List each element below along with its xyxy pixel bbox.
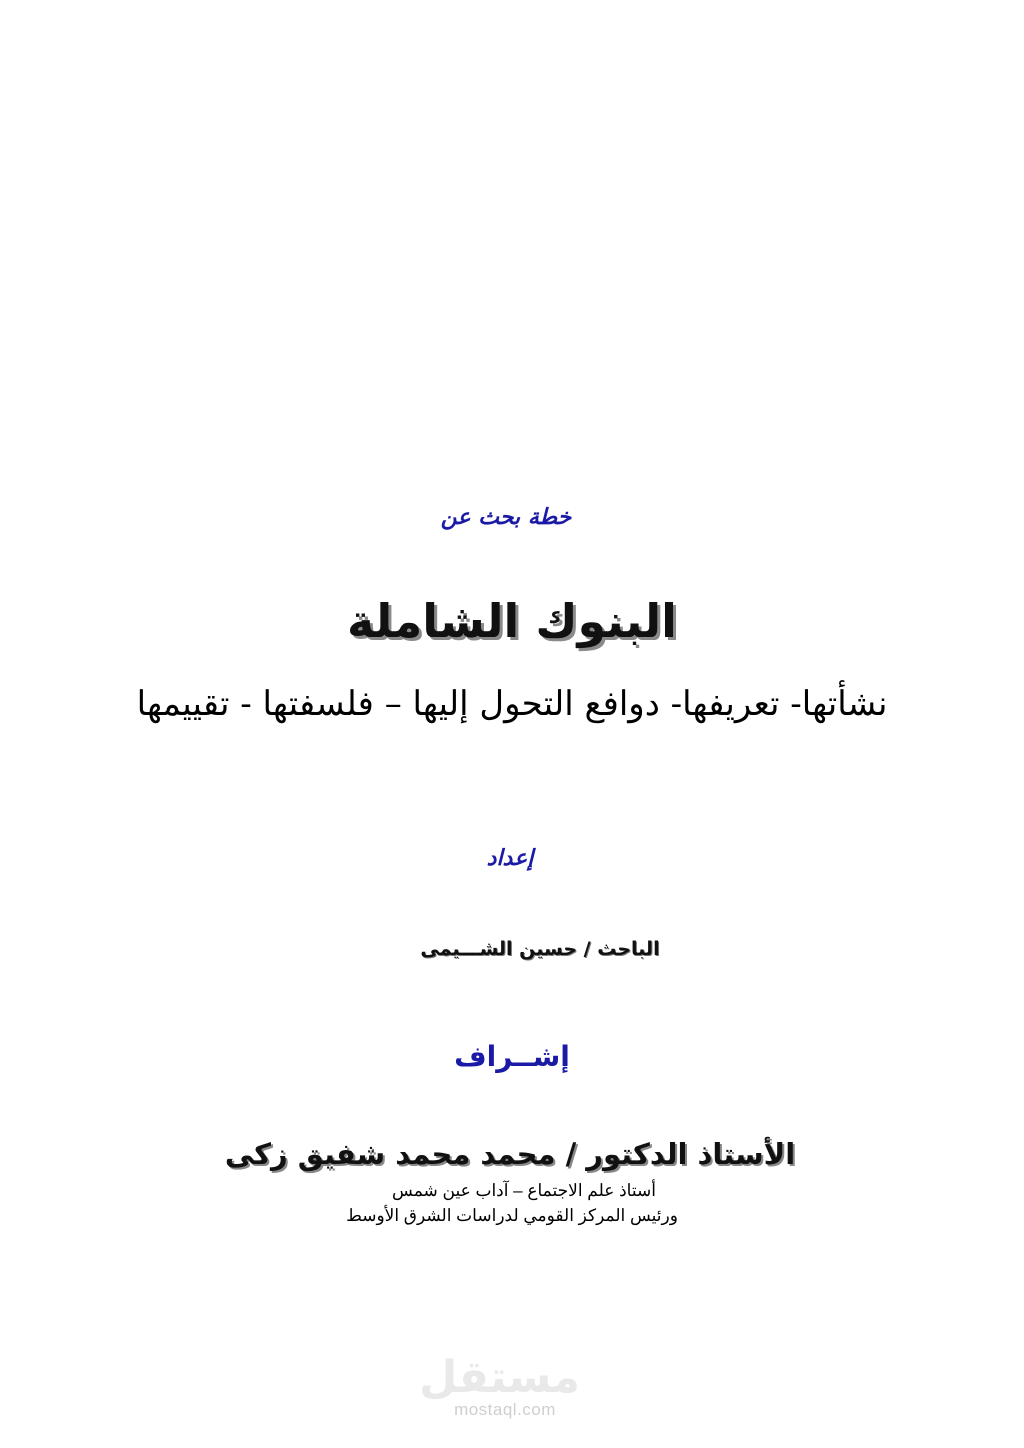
supervisor-role-2: ورئيس المركز القومي لدراسات الشرق الأوسط (346, 1206, 678, 1225)
document-title: البنوك الشاملة (347, 594, 677, 648)
supervisor-line (0, 1137, 1024, 1171)
intro-text: خطة بحث عن (440, 505, 572, 530)
researcher-name: الباحث / حسين الشـــيمى (420, 938, 660, 960)
prepared-by-heading (0, 846, 1024, 871)
supervisor-role-line-1 (0, 1181, 1024, 1201)
supervisor-role-1: أستاذ علم الاجتماع – آداب عين شمس (392, 1181, 656, 1200)
supervisor-name: الأستاذ الدكتور / محمد محمد شفيق زكى (224, 1137, 796, 1171)
researcher-line (0, 938, 1024, 960)
supervision-label: إشــراف (454, 1040, 570, 1073)
supervision-heading (0, 1040, 1024, 1073)
watermark-url: mostaql.com (454, 1400, 556, 1419)
intro-heading (0, 505, 1024, 530)
watermark-logo: مستقل (419, 1352, 580, 1403)
document-subtitle: نشأتها- تعريفها- دوافع التحول إليها – فلسفتها - تقييمها (136, 684, 888, 724)
supervisor-role-line-2 (0, 1206, 1024, 1226)
mostaql-watermark (419, 1352, 580, 1432)
prepared-by-label: إعداد (486, 846, 534, 871)
